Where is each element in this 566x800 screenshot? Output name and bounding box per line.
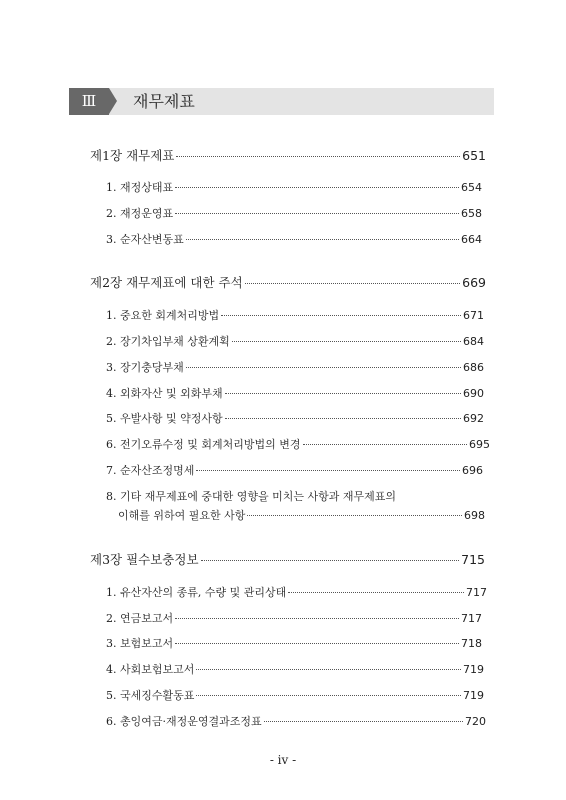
toc-leader-dots	[245, 283, 460, 284]
toc-item[interactable]	[106, 179, 482, 195]
toc-item-label: 1. 중요한 회계처리방법	[106, 309, 220, 322]
toc-page-number: 719	[463, 689, 484, 702]
section-number: Ⅲ	[69, 88, 109, 115]
toc-leader-dots	[196, 470, 460, 471]
toc-page-number: 717	[461, 612, 482, 625]
toc-leader-dots	[175, 643, 459, 644]
toc-leader-dots	[186, 367, 461, 368]
toc-item-label: 6. 총잉여금·재정운영결과조정표	[106, 715, 262, 728]
toc-chapter-label: 제3장 필수보충정보	[90, 552, 199, 567]
toc-page-number: 718	[461, 637, 482, 650]
toc-item-label: 4. 사회보험보고서	[106, 663, 195, 676]
toc-item-label: 2. 장기차입부채 상환계획	[106, 335, 230, 348]
toc-chapter-1[interactable]	[90, 146, 486, 164]
toc-item[interactable]	[118, 507, 485, 523]
toc-page-number: 698	[464, 509, 485, 522]
toc-page-number: 651	[462, 148, 486, 163]
toc-page-number: 686	[463, 361, 484, 374]
toc-item[interactable]	[106, 385, 484, 401]
toc-page-number: 692	[463, 412, 484, 425]
toc-item[interactable]	[106, 307, 484, 323]
toc-item[interactable]	[106, 584, 487, 600]
toc-item-label: 5. 국세징수활동표	[106, 689, 195, 702]
toc-item[interactable]	[106, 231, 482, 247]
toc-item-label: 1. 재정상태표	[106, 181, 174, 194]
toc-item-label: 3. 장기충당부채	[106, 361, 184, 374]
toc-page-number: 720	[465, 715, 486, 728]
toc-item-label: 5. 우발사항 및 약정사항	[106, 412, 223, 425]
toc-page-number: 669	[462, 275, 486, 290]
toc-page-number: 658	[461, 207, 482, 220]
toc-item[interactable]	[106, 359, 484, 375]
toc-item[interactable]	[106, 687, 484, 703]
toc-leader-dots	[186, 239, 459, 240]
toc-item[interactable]	[106, 462, 483, 478]
toc-page-number: 717	[466, 586, 487, 599]
toc-leader-dots	[288, 592, 464, 593]
toc-page-number: 690	[463, 387, 484, 400]
toc-leader-dots	[175, 187, 459, 188]
toc-item-label: 1. 유산자산의 종류, 수량 및 관리상태	[106, 586, 287, 599]
toc-leader-dots	[247, 515, 462, 516]
toc-item-label[interactable]: 8. 기타 재무제표에 중대한 영향을 미치는 사항과 재무제표의	[106, 490, 396, 503]
toc-leader-dots	[232, 341, 461, 342]
section-header	[69, 88, 494, 115]
toc-item-label: 2. 연금보고서	[106, 612, 174, 625]
section-arrow-icon	[109, 88, 117, 114]
toc-item-label: 3. 순자산변동표	[106, 233, 184, 246]
section-title: 재무제표	[133, 92, 195, 111]
toc-chapter-label: 제1장 재무제표	[90, 148, 175, 163]
toc-item[interactable]	[106, 635, 482, 651]
toc-item[interactable]	[106, 410, 484, 426]
toc-leader-dots	[264, 721, 463, 722]
toc-leader-dots	[201, 560, 460, 561]
toc-leader-dots	[225, 418, 461, 419]
toc-leader-dots	[175, 213, 459, 214]
toc-page-number: 719	[463, 663, 484, 676]
toc-page-number: 671	[463, 309, 484, 322]
toc-item[interactable]	[106, 610, 482, 626]
toc-page-number: 715	[461, 552, 485, 567]
toc-page-number: 664	[461, 233, 482, 246]
toc-item[interactable]	[106, 436, 490, 452]
toc-page-number: 696	[462, 464, 483, 477]
page-footer-number: - iv -	[269, 753, 297, 767]
toc-leader-dots	[196, 669, 461, 670]
toc-item[interactable]	[106, 713, 486, 729]
toc-leader-dots	[196, 695, 461, 696]
toc-item-label: 4. 외화자산 및 외화부채	[106, 387, 223, 400]
toc-item-label-continued: 이해를 위하여 필요한 사항	[118, 509, 246, 522]
toc-leader-dots	[225, 393, 461, 394]
toc-page-number: 695	[469, 438, 490, 451]
toc-leader-dots	[175, 618, 459, 619]
toc-page-number: 654	[461, 181, 482, 194]
toc-item-label: 6. 전기오류수정 및 회계처리방법의 변경	[106, 438, 301, 451]
toc-item[interactable]	[106, 661, 484, 677]
toc-chapter-2[interactable]	[90, 273, 486, 291]
toc-page-number: 684	[463, 335, 484, 348]
toc-chapter-3[interactable]	[90, 550, 485, 568]
toc-leader-dots	[221, 315, 461, 316]
toc-leader-dots	[176, 156, 460, 157]
toc-leader-dots	[303, 444, 468, 445]
toc-item-label: 7. 순자산조정명세	[106, 464, 195, 477]
toc-item[interactable]	[106, 205, 482, 221]
toc-item[interactable]	[106, 333, 484, 349]
toc-item-label: 3. 보험보고서	[106, 637, 174, 650]
toc-item-label: 2. 재정운영표	[106, 207, 174, 220]
toc-chapter-label: 제2장 재무제표에 대한 주석	[90, 275, 243, 290]
